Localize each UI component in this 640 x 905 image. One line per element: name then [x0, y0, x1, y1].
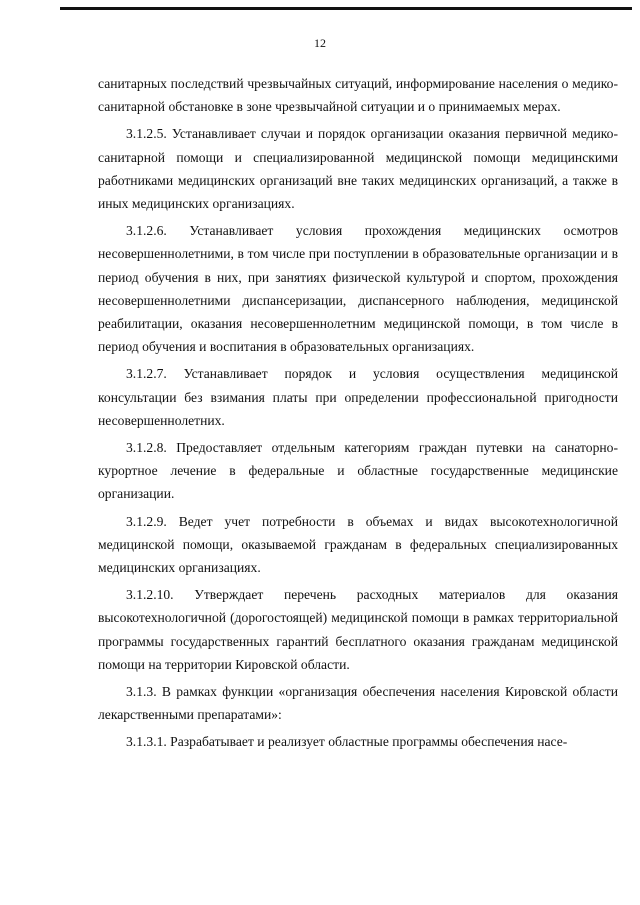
- paragraph-3-1-2-9: 3.1.2.9. Ведет учет потребности в объемах и видах высокотехнологичной медицинской помощи, оказываемой гражданам в федеральных специализированных медицинских организациях.: [98, 513, 618, 576]
- top-border-line: [60, 7, 632, 10]
- paragraph-3-1-2-5: 3.1.2.5. Устанавливает случаи и порядок организации оказания первичной медико-санитарной помощи и специализированной медицинской помощи медицинскими работниками медицинских организаций вне таких медицинских организаций, а также в иных медицинских организациях.: [98, 126, 618, 212]
- paragraph-3-1-3: 3.1.3. В рамках функции «организация обеспечения населения Кировской области лекарственными препаратами»:: [98, 684, 618, 723]
- paragraph-3-1-3-1: 3.1.3.1. Разрабатывает и реализует областные программы обеспечения насе-: [126, 734, 568, 750]
- paragraph-3-1-2-8: 3.1.2.8. Предоставляет отдельным категориям граждан путевки на санаторно-курортное лечение в федеральные и областные государственные медицинские организации.: [98, 440, 618, 502]
- document-body: [98, 72, 618, 758]
- paragraph-3-1-2-6: 3.1.2.6. Устанавливает условия прохождения медицинских осмотров несовершеннолетними, в том числе при поступлении в образовательные организации и в период обучения в них, при занятиях физической культурой и спортом, прохождения несовершеннолетними диспансеризации, диспансерного наблюдения, медицинской реабилитации, оказания несовершеннолетним медицинской помощи, в том числе в период обучения и воспитания в образовательных организациях.: [98, 223, 618, 355]
- paragraph-3-1-2-10: 3.1.2.10. Утверждает перечень расходных материалов для оказания высокотехнологичной (дорогостоящей) медицинской помощи в рамках территориальной программы государственных гарантий бесплатного оказания гражданам медицинской помощи на территории Кировской области.: [98, 587, 618, 672]
- page-number: 12: [314, 36, 326, 50]
- paragraph-continuation: санитарных последствий чрезвычайных ситуаций, информирование населения о медико-санитарной обстановке в зоне чрезвычайной ситуации и о принимаемых мерах.: [98, 76, 618, 115]
- paragraph-3-1-2-7: 3.1.2.7. Устанавливает порядок и условия осуществления медицинской консультации без взимания платы при определении профессиональной пригодности несовершеннолетних.: [98, 366, 618, 428]
